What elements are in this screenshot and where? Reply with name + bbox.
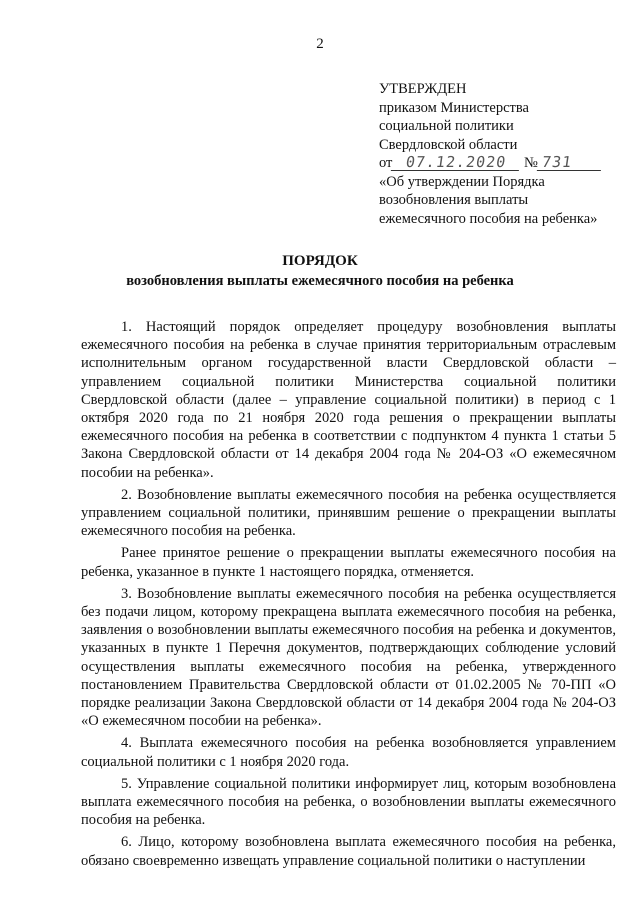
approval-line: ежемесячного пособия на ребенка» [379,210,598,227]
handwritten-date: 07.12.2020 [391,154,521,171]
approval-date-line [379,154,624,173]
approval-line: УТВЕРЖДЕН [379,81,467,97]
title-subheading: возобновления выплаты ежемесячного пособия на ребенка [126,273,514,289]
date-prefix: от [379,155,393,171]
approval-line: социальной политики [379,118,514,134]
paragraph: 5. Управление социальной политики информирует лиц, которым возобновлена выплата ежемесячного пособия на ребенка, о возобновлении выплаты ежемесячного пособия на ребенка. [81,775,616,829]
paragraph: 3. Возобновление выплаты ежемесячного пособия на ребенка осуществляется без подачи лицом, которому прекращена выплата ежемесячного пособия на ребенка, заявления о возобновлении выплаты ежемесячного пособия на ребенка и документов, указанных в пункте 1 Перечня документов, подтверждающих соблюдение условий осуществления выплаты ежемесячного пособия на ребенка, утвержденного постановлением Правительства Свердловской области от 01.02.2005 № 70-ПП «О порядке реализации Закона Свердловской области от 14 декабря 2004 года № 204-ОЗ «О ежемесячном пособии на ребенка». [81,585,616,730]
document-title [0,251,640,291]
page-number: 2 [316,36,324,52]
paragraph: 1. Настоящий порядок определяет процедуру возобновления выплаты ежемесячного пособия на ребенка в случае принятия территориальным отраслевым исполнительным органом государственной власти Свердловской области – управлением социальной политики Министерства социальной политики Свердловской области (далее – управление социальной политики) в период с 1 октября 2020 года по 21 ноября 2020 года решения о прекращении выплаты ежемесячного пособия на ребенка в соответствии с подпунктом 4 пункта 1 статьи 5 Закона Свердловской области от 14 декабря 2004 года № 204-ОЗ «О ежемесячном пособии на ребенка». [81,319,616,481]
approval-line: «Об утверждении Порядка [379,173,545,190]
approval-line: приказом Министерства [379,99,529,116]
handwritten-number: 731 [537,154,603,171]
document-body [81,318,616,874]
approval-line: возобновления выплаты [379,192,529,208]
paragraph: 4. Выплата ежемесячного пособия на ребенка возобновляется управлением социальной политики с 1 ноября 2020 года. [81,735,616,770]
paragraph: 2. Возобновление выплаты ежемесячного пособия на ребенка осуществляется управлением социальной политики, принявшим решение о прекращении выплаты ежемесячного пособия на ребенка. [81,486,616,540]
approval-line: Свердловской области [379,136,518,153]
approval-stamp [379,80,624,228]
paragraph: 6. Лицо, которому возобновлена выплата ежемесячного пособия на ребенка, обязано своевременно извещать управление социальной политики о наступлении [81,834,616,869]
title-heading: ПОРЯДОК [282,253,358,269]
number-prefix: № [524,155,538,171]
paragraph: Ранее принятое решение о прекращении выплаты ежемесячного пособия на ребенка, указанное в пункте 1 настоящего порядка, отменяется. [81,545,616,580]
